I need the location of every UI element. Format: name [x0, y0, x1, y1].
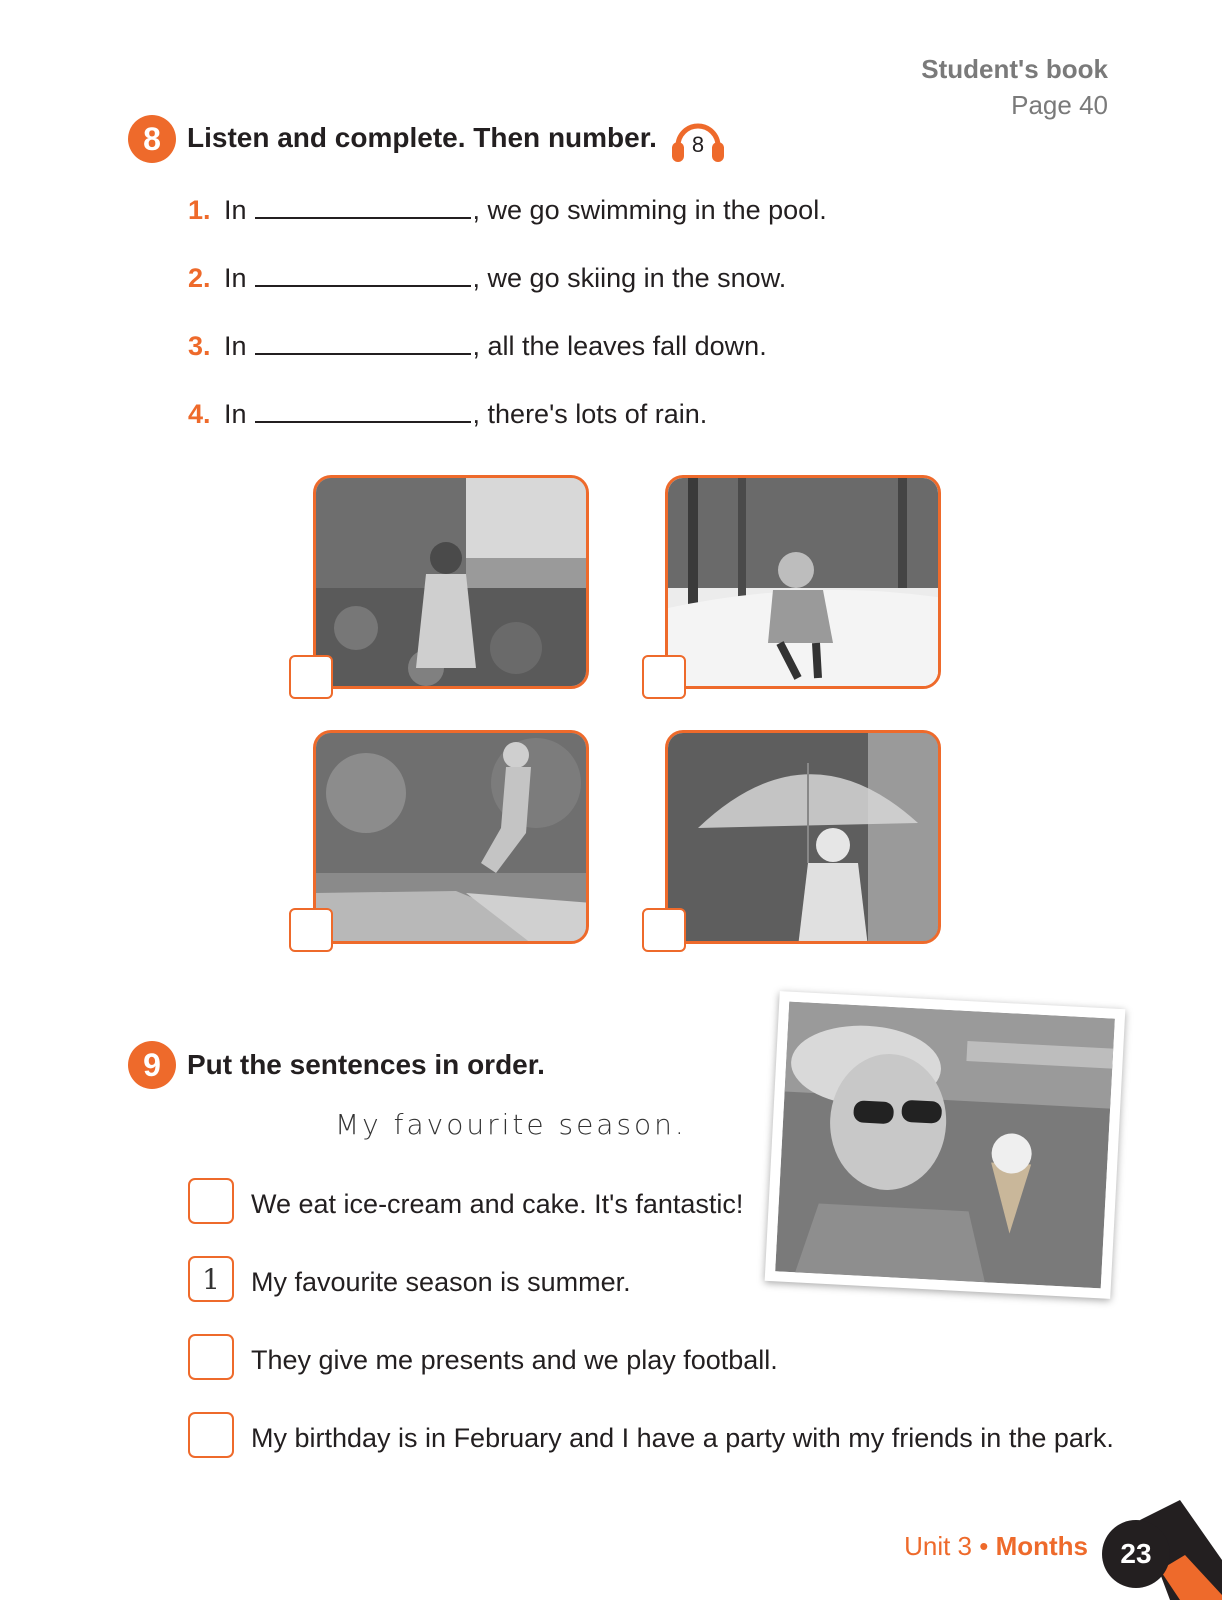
handwritten-title: My favourite season.	[335, 1108, 687, 1141]
unit-topic: Months	[995, 1531, 1088, 1561]
order-box[interactable]	[188, 1334, 234, 1380]
item-suffix: , all the leaves fall down.	[472, 331, 767, 361]
sentence-text: We eat ice-cream and cake. It's fantastic!	[251, 1189, 744, 1219]
answer-blank[interactable]	[255, 329, 471, 355]
track-number: 8	[691, 132, 705, 157]
exercise-instruction: Put the sentences in order.	[187, 1049, 545, 1080]
photo-spring-rain	[665, 730, 941, 944]
photo-winter-skiing	[665, 475, 941, 689]
answer-blank[interactable]	[255, 193, 471, 219]
list-item	[188, 329, 767, 362]
item-number: 3.	[188, 331, 211, 361]
sentence-text: They give me presents and we play football.	[251, 1345, 778, 1375]
photo-summer-pool	[313, 730, 589, 944]
page-number: 23	[1102, 1520, 1170, 1588]
exercise-number-badge: 9	[128, 1041, 176, 1089]
item-suffix: , we go skiing in the snow.	[472, 263, 787, 293]
item-prefix: In	[224, 399, 247, 429]
answer-blank[interactable]	[255, 397, 471, 423]
reference-page: Page 40	[1011, 90, 1108, 120]
number-box[interactable]	[289, 908, 333, 952]
item-number: 2.	[188, 263, 211, 293]
list-item	[188, 193, 827, 226]
list-item	[188, 261, 786, 294]
number-box[interactable]	[642, 655, 686, 699]
reference-title: Student's book	[921, 54, 1108, 84]
sentence-text: My favourite season is summer.	[251, 1267, 631, 1297]
order-box[interactable]: 1	[188, 1256, 234, 1302]
item-prefix: In	[224, 263, 247, 293]
footer-unit	[904, 1531, 1088, 1562]
sentence-text: My birthday is in February and I have a party with my friends in the park.	[251, 1423, 1114, 1453]
unit-label: Unit 3	[904, 1531, 972, 1561]
item-prefix: In	[224, 331, 247, 361]
item-suffix: , there's lots of rain.	[472, 399, 708, 429]
exercise-number-badge: 8	[128, 115, 176, 163]
list-item	[188, 397, 707, 430]
exercise-instruction: Listen and complete. Then number.	[187, 122, 657, 153]
item-number: 1.	[188, 195, 211, 225]
order-box[interactable]	[188, 1178, 234, 1224]
item-prefix: In	[224, 195, 247, 225]
item-number: 4.	[188, 399, 211, 429]
photo-autumn-leaves	[313, 475, 589, 689]
bullet: •	[979, 1531, 989, 1561]
item-suffix: , we go swimming in the pool.	[472, 195, 827, 225]
number-box[interactable]	[642, 908, 686, 952]
photo-girl-ice-cream	[765, 991, 1126, 1299]
answer-blank[interactable]	[255, 261, 471, 287]
headphones-icon[interactable]	[668, 112, 728, 164]
order-box[interactable]	[188, 1412, 234, 1458]
number-box[interactable]	[289, 655, 333, 699]
